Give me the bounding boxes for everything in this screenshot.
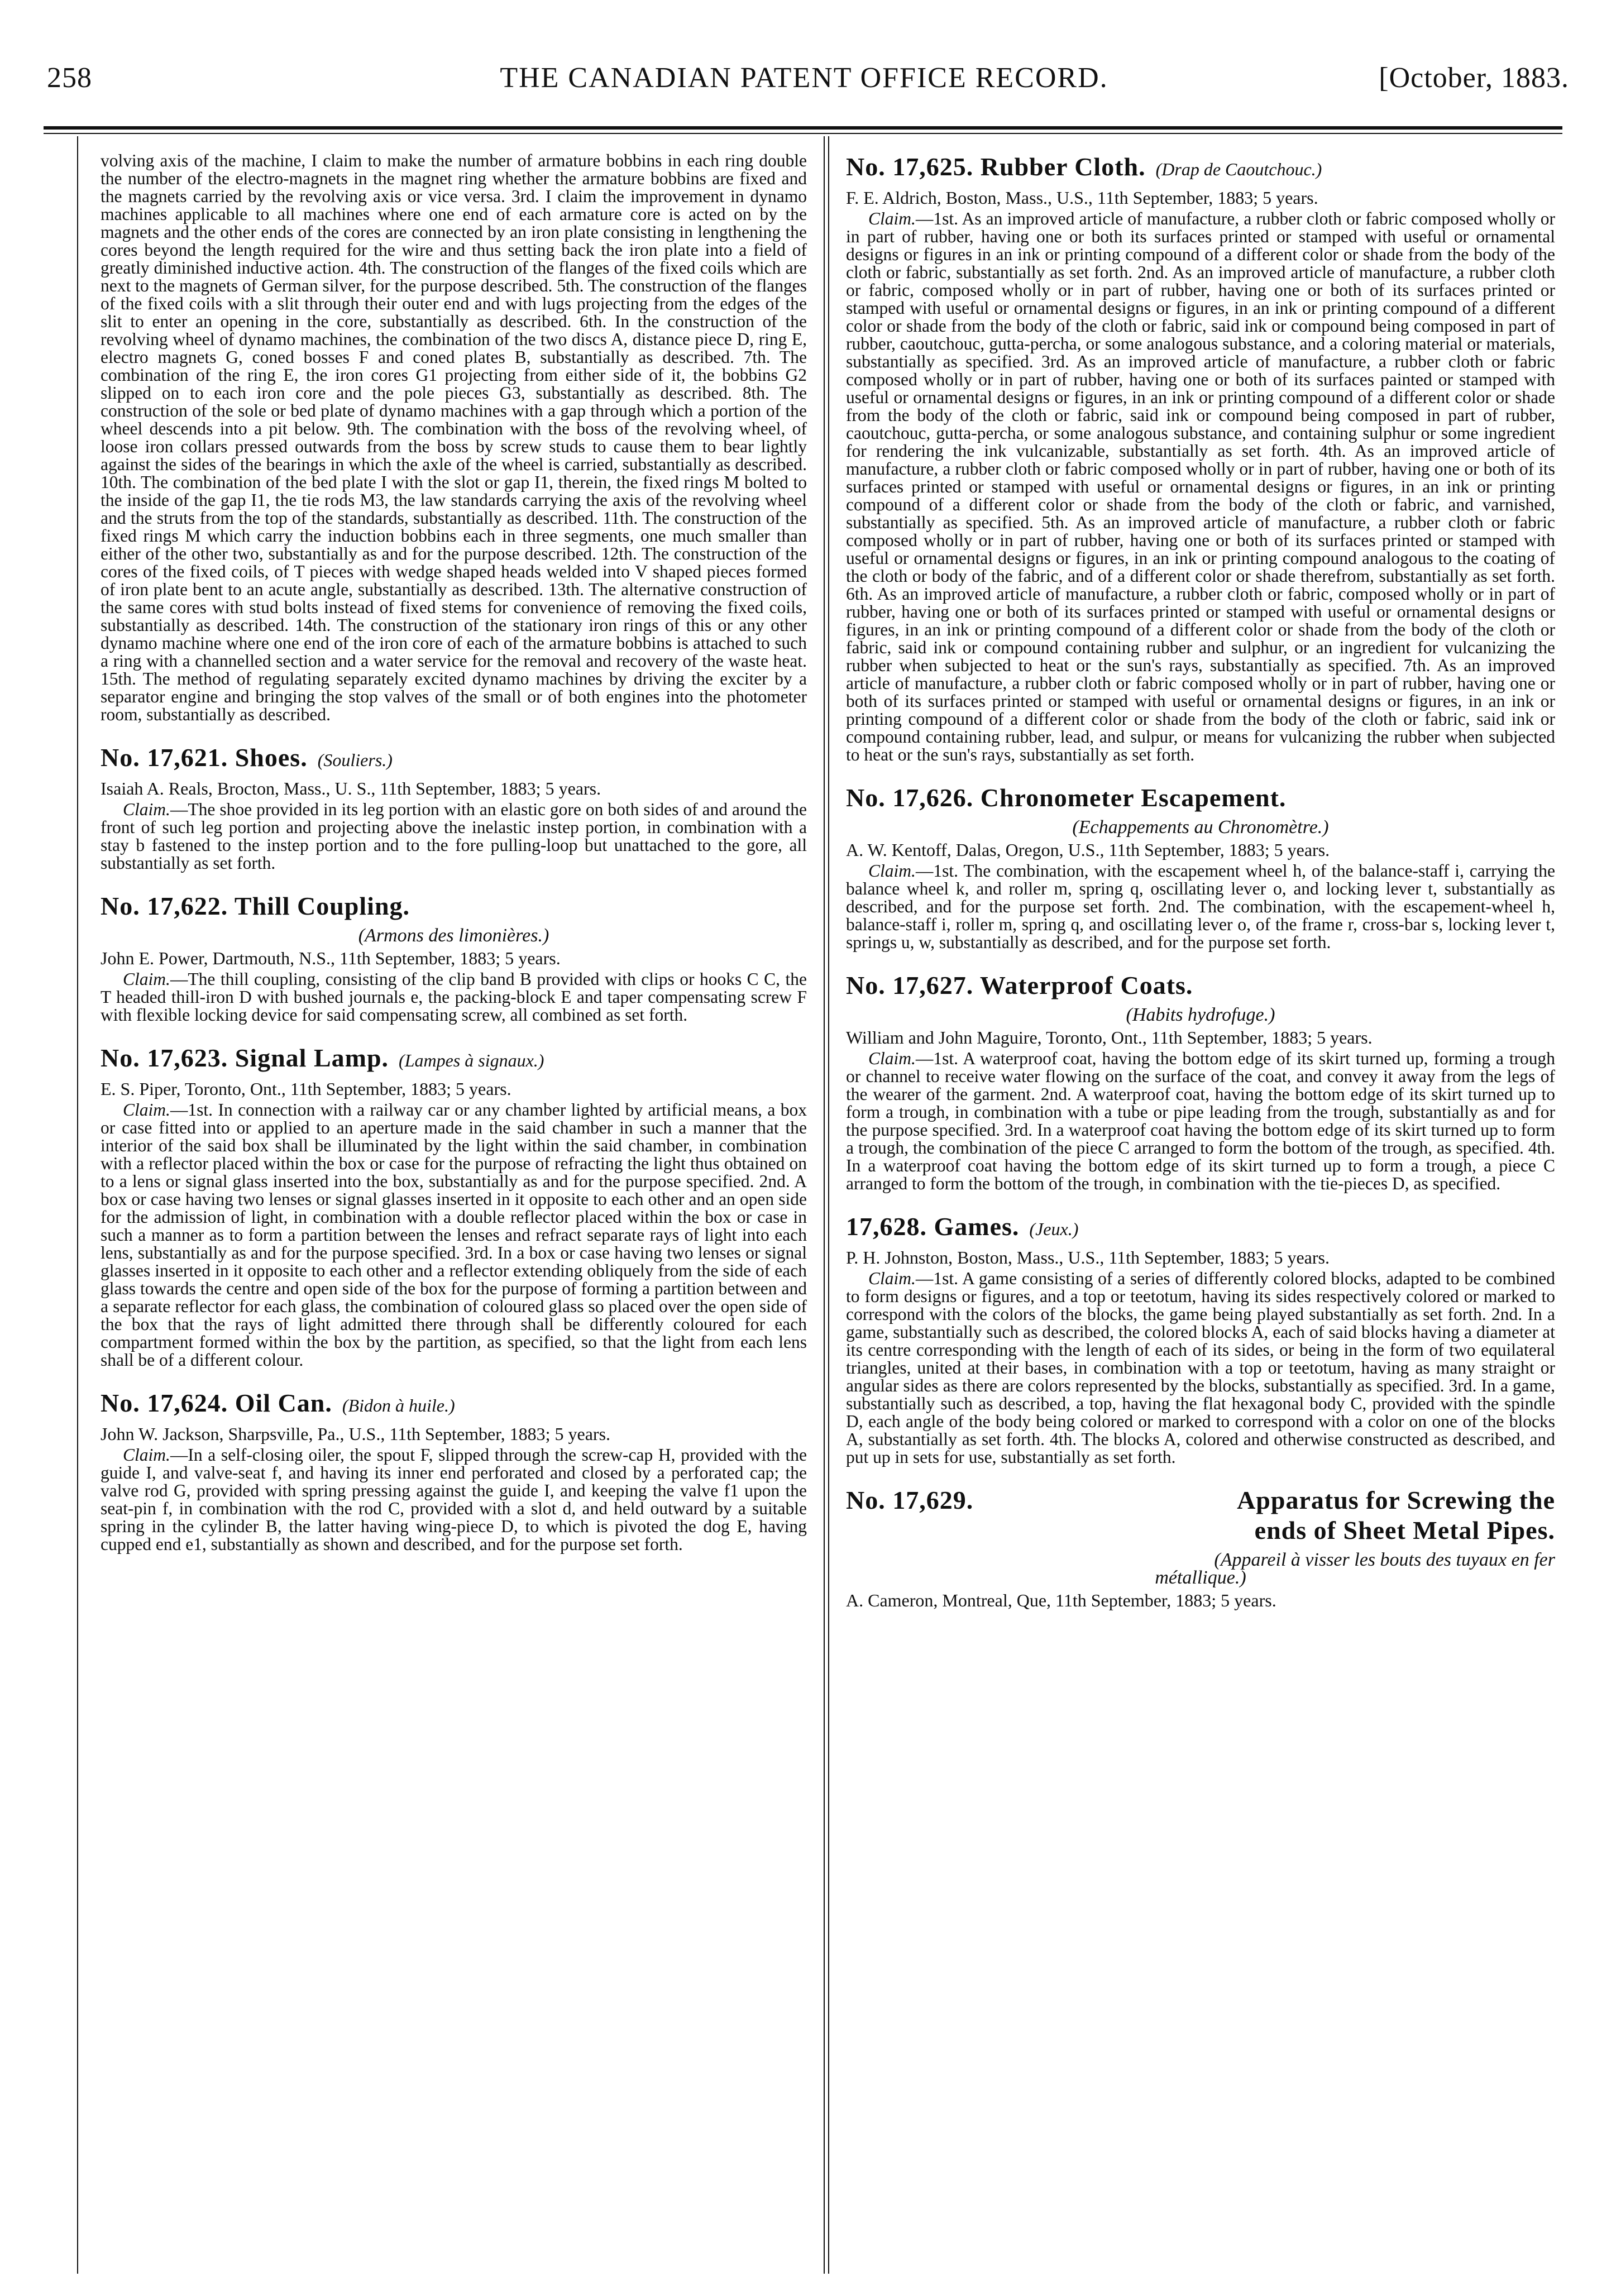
column-divider [824,136,825,2274]
entry-inventor: A. W. Kentoff, Dalas, Oregon, U.S., 11th September, 1883; 5 years. [846,840,1330,860]
entry-inventor: P. H. Johnston, Boston, Mass., U.S., 11th September, 1883; 5 years. [846,1247,1330,1267]
entry-heading: No. 17,626. Chronometer Escapement. [846,783,1287,812]
entry-french-title: (Souliers.) [317,750,393,770]
patent-entry-17624 [101,1388,807,1553]
entry-french-title: (Drap de Caoutchouc.) [1155,159,1322,179]
claim-text: —1st. In connection with a railway car or any chamber lighted by artificial means, a box or case fitted into or applied to an aperture made in the said chamber in such a manner that the interior of the said box shall be illuminated by the light within the said chamber, in combination with a reflector placed within the box or case for the purpose of refracting the light thus obtained on to a lens or signal glass inserted into the box, substantially as and for the purpose specified. 2nd. A box or case having two lenses or signal glasses inserted in it opposite to each other and an open side for the admission of light, in combination with a double reflector placed within the box or case in such a manner as to form a partition between the lenses and refract separate rays of light into each lens, substantially as and for the purpose specified. 3rd. In a box or case having two lenses or signal glasses inserted in it opposite to each other and a reflector extending obliquely from the side of each glass towards the centre and open side of the box for the purpose of forming a partition between and a separate reflector for each glass, the combination of coloured glass so placed over the open side of the box that the rays of light admitted there through shall be differently coloured for each compartment formed within the box by the partition, as specified, so that the light from each lens shall be of a different colour. [101,1100,807,1370]
left-margin-rule [77,136,78,2274]
claim-label: Claim. [868,861,916,881]
entry-french-title: (Habits hydrofuge.) [1126,1004,1275,1025]
column-divider-inner [828,136,829,2274]
claim-label: Claim. [868,1269,916,1288]
entry-inventor: Isaiah A. Reals, Brocton, Mass., U. S., 11th September, 1883; 5 years. [101,778,601,798]
header-rule-thin [44,133,1562,134]
entry-inventor: E. S. Piper, Toronto, Ont., 11th September, 1883; 5 years. [101,1079,511,1099]
patent-entry-17621 [101,743,807,872]
claim-text: —In a self-closing oiler, the spout F, slipped through the screw-cap H, provided with the guide I, and valve-seat f, and having its inner end perforated and closed by a perforated cap; the valve rod G, provided with spring pressing against the guide I, and keeping the valve f1 upon the seat-pin f, in combination with the rod C, provided with a slot d, and held outward by a suitable spring in the cylinder B, the latter having wing-piece D, to which is pivoted the dog E, having cupped end e1, substantially as shown and described, and for the purpose set forth. [101,1445,807,1554]
patent-entry-17626 [846,783,1555,951]
continued-claims-text: volving axis of the machine, I claim to make the number of armature bobbins in each ring double the number of the electro-magnets in the magnet ring whether the armature bobbins are fixed and the magnets carried by the revolving axis or vice versa. 3rd. I claim the improvement in dynamo machines applicable to all machines where one end of each armature core is acted on by the magnets and the other ends of the cores are connected by an iron plate consisting in lengthening the cores beyond the length required for the wire and thus setting back the iron plate into a field of greatly diminished inductive action. 4th. The construction of the flanges of the fixed coils which are next to the magnets of German silver, for the purpose described. 5th. The construction of the flanges of the fixed coils with a slit through their outer end and with lugs projecting from the edges of the slit to enter an opening in the core, substantially as described. 6th. In the construction of the revolving wheel of dynamo machines, the combination of the two discs A, distance piece D, ring E, electro magnets G, coned bosses F and coned plates B, substantially as described. 7th. The combination of the ring E, the iron cores G1 projecting from either side of it, the bobbins G2 slipped on to each iron core and the pole pieces G3, substantially as described. 8th. The construction of the sole or bed plate of dynamo machines with a gap through which a portion of the wheel descends into a pit below. 9th. The combination with the boss of the revolving wheel, of loose iron collars pressed outwards from the boss by screw studs to cause them to bear lightly against the sides of the bearings in which the axle of the wheel is carried, substantially as described. 10th. The combination of the bed plate I with the slot or gap I1, therein, the fixed rings M bolted to the inside of the gap I1, the tie rods M3, the law standards carrying the axis of the revolving wheel and the struts from the top of the standards, substantially as described. 11th. The construction of the fixed rings M which carry the induction bobbins each in three segments, one much smaller than either of the other two, substantially as and for the purpose described. 12th. The construction of the cores of the fixed coils, of T pieces with wedge shaped heads welded into V shaped pieces formed of iron plate bent to an acute angle, substantially as described. 13th. The alternative construction of the same cores with stud bolts instead of fixed stems for convenience of removing the fixed coils, substantially as described. 14th. The construction of the stationary iron rings of this or any other dynamo machine where one end of the iron core of each of the armature bobbins is attached to such a ring with a channelled section and a water service for the removal and recovery of the waste heat. 15th. The method of regulating separately excited dynamo machines by driving the exciter by a separator engine and bringing the stop valves of the small or of both engines into the photometer room, substantially as described. [101,152,807,724]
publication-title: THE CANADIAN PATENT OFFICE RECORD. [500,62,1108,94]
claim-label: Claim. [868,1049,916,1068]
patent-entry-17623 [101,1043,807,1369]
entry-french-title: (Lampes à signaux.) [399,1050,544,1070]
patent-entry-17628 [846,1212,1555,1466]
claim-text: —1st. A waterproof coat, having the bottom edge of its skirt turned up, forming a trough or channel to receive water flowing on the surface of the coat, and convey it away from the legs of the wearer of the garment. 2nd. A waterproof coat, having the bottom edge of its skirt turned up to form a trough, in combination with a tube or pipe leading from the trough, substantially as and for the purpose specified. 3rd. In a waterproof coat having the bottom edge of its skirt turned up to form a trough, the combination of the piece C arranged to form the bottom of the trough, as specified. 4th. In a waterproof coat having the bottom edge of its skirt turned up to form a trough, a piece C arranged to form the bottom of the trough, in combination with the tie-pieces D, as specified. [846,1049,1555,1193]
issue-date: [October, 1883. [1379,62,1569,94]
entry-heading: No. 17,627. Waterproof Coats. [846,971,1193,999]
patent-entry-17627 [846,970,1555,1193]
page-header [39,61,1569,106]
claim-label: Claim. [123,969,170,989]
entry-heading: No. 17,623. Signal Lamp. [101,1044,389,1072]
claim-label: Claim. [123,1445,170,1465]
entry-heading: No. 17,625. Rubber Cloth. [846,152,1146,181]
entry-inventor: John W. Jackson, Sharpsville, Pa., U.S., 11th September, 1883; 5 years. [101,1424,611,1444]
entry-french-title: (Armons des limonières.) [358,925,549,946]
claim-label: Claim. [868,209,916,228]
entry-french-title: (Echappements au Chronomètre.) [1072,817,1329,838]
patent-entry-17622 [101,891,807,1024]
entry-heading: No. 17,622. Thill Coupling. [101,892,410,920]
patent-entry-17625 [846,152,1555,764]
page-number: 258 [47,62,92,94]
entry-heading-line2: ends of Sheet Metal Pipes. [1254,1516,1555,1544]
claim-text: —The shoe provided in its leg portion with an elastic gore on both sides of and around the front of such leg portion and projecting above the inelastic instep portion, in combination with a stay b fastened to the instep portion and to the fore pulling-loop but unattached to the gore, all substantially as set forth. [101,800,807,873]
entry-number: No. 17,629. [846,1486,974,1514]
patent-entry-17629 [846,1485,1555,1609]
entry-heading: No. 17,624. Oil Can. [101,1389,332,1417]
entry-inventor: F. E. Aldrich, Boston, Mass., U.S., 11th September, 1883; 5 years. [846,188,1318,208]
entry-heading: 17,628. Games. [846,1212,1020,1241]
right-column [846,152,1555,2274]
entry-french-title-line1: (Appareil à visser les bouts des tuyaux en fer [1214,1549,1555,1570]
entry-inventor: William and John Maguire, Toronto, Ont., 11th September, 1883; 5 years. [846,1027,1373,1047]
claim-label: Claim. [123,800,170,819]
entry-french-title-line2: métallique.) [1155,1567,1246,1588]
entry-inventor: John E. Power, Dartmouth, N.S., 11th September, 1883; 5 years. [101,948,561,968]
left-column [101,152,807,2274]
claim-label: Claim. [123,1100,170,1120]
claim-text: —The thill coupling, consisting of the clip band B provided with clips or hooks C C, the T headed thill-iron D with bushed journals e, the packing-block E and taper compensating screw F with flexible locking device for said compensating screw, all combined as set forth. [101,969,807,1025]
claim-text: —1st. As an improved article of manufacture, a rubber cloth or fabric composed wholly or in part of rubber, having one or both its surfaces printed or stamped with useful or ornamental designs or figures in an ink or printing compound of a different color or shade from the body of the cloth or fabric, substantially as set forth. 2nd. As an improved article of manufacture, a rubber cloth or fabric, composed wholly or in part of rubber, having one or both of its surfaces printed or stamped with useful or ornamental designs or figures, in an ink or printing compound of a different color or shade from the body of the cloth or fabric, said ink or compound being composed in part of rubber, caoutchouc, gutta-percha, or some analogous substance, and a coloring material or materials, substantially as specified. 3rd. As an improved article of manufacture, a rubber cloth or fabric composed wholly or in part of rubber, having one or both of its surfaces painted or stamped with useful or ornamental designs or figures, in an ink or printing compound of a different color or shade from the body of the cloth or fabric, said ink or compound being composed in part of rubber, caoutchouc, gutta-percha, or some analogous substance, and containing sulphur or some ingredient for rendering the ink vulcanizable, substantially as set forth. 4th. As an improved article of manufacture, a rubber cloth or fabric composed wholly or in part of rubber, having one or both of its surfaces printed or stamped with useful or ornamental designs or figures, in an ink or printing compound of a different color or shade from the body of the cloth or fabric, and varnished, substantially as specified. 5th. As an improved article of manufacture, a rubber cloth or fabric composed wholly or in part of rubber, having one or both of its surfaces printed or stamped with useful or ornamental designs or figures, in an ink or printing compound analogous to the coating of the cloth or body of the fabric, and of a different color or shade therefrom, substantially as set forth. 6th. As an improved article of manufacture, a rubber cloth or fabric, composed wholly or in part of rubber, having one or both of its surfaces printed or stamped with useful or ornamental designs or figures, in an ink or printing compound of a different color or shade from the body of the cloth or fabric, said ink or compound containing rubber and sulphur, or an ingredient for vulcanizing the rubber when subjected to heat or the sun's rays, substantially as specified. 7th. As an improved article of manufacture, a rubber cloth or fabric composed wholly or in part of rubber, having one or both of its surfaces printed or stamped with useful or ornamental designs or figures, in an ink or printing compound of a different color or shade from the body of the cloth or fabric, said ink or compound containing rubber, lead, and sulpur, or means for vulcanizing the rubber when subjected to heat or the sun's rays, substantially as set forth. [846,209,1555,764]
entry-heading: No. 17,621. Shoes. [101,743,308,772]
header-rule [44,126,1562,130]
entry-inventor: A. Cameron, Montreal, Que, 11th September, 1883; 5 years. [846,1590,1276,1610]
entry-french-title: (Jeux.) [1029,1219,1079,1239]
claim-text: —1st. A game consisting of a series of differently colored blocks, adapted to be combined to form designs or figures, and a top or teetotum, having its sides respectively colored or marked to correspond with the colors of the blocks, the game being played substantially as set forth. 2nd. In a game, substantially such as described, the colored blocks A, each of said blocks having a diameter at its centre corresponding with the length of each of its sides, or being in the form of two equilateral triangles, united at their bases, in combination with a top or teetotum, having as many straight or angular sides as there are colors represented by the blocks, substantially as specified. 3rd. In a game, substantially such as described, a top, having the flat hexagonal body C, provided with the spindle D, each angle of the body being colored or marked to correspond with a color on one of the blocks A, substantially as set forth. 4th. The blocks A, colored and otherwise constructed as described, and put up in sets for use, substantially as set forth. [846,1269,1555,1467]
entry-heading-line1: Apparatus for Screwing the [1237,1486,1555,1514]
claim-text: —1st. The combination, with the escapement wheel h, of the balance-staff i, carrying the balance wheel k, and roller m, spring q, oscillating lever o, and locking lever t, substantially as described, and for the purpose set forth. 2nd. The combination, with the escapement-wheel h, balance-staff i, roller m, spring q, and oscillating lever o, of the frame r, cross-bar s, locking lever t, springs u, w, substantially as described, and for the purpose set forth. [846,861,1555,952]
entry-french-title: (Bidon à huile.) [342,1395,455,1415]
